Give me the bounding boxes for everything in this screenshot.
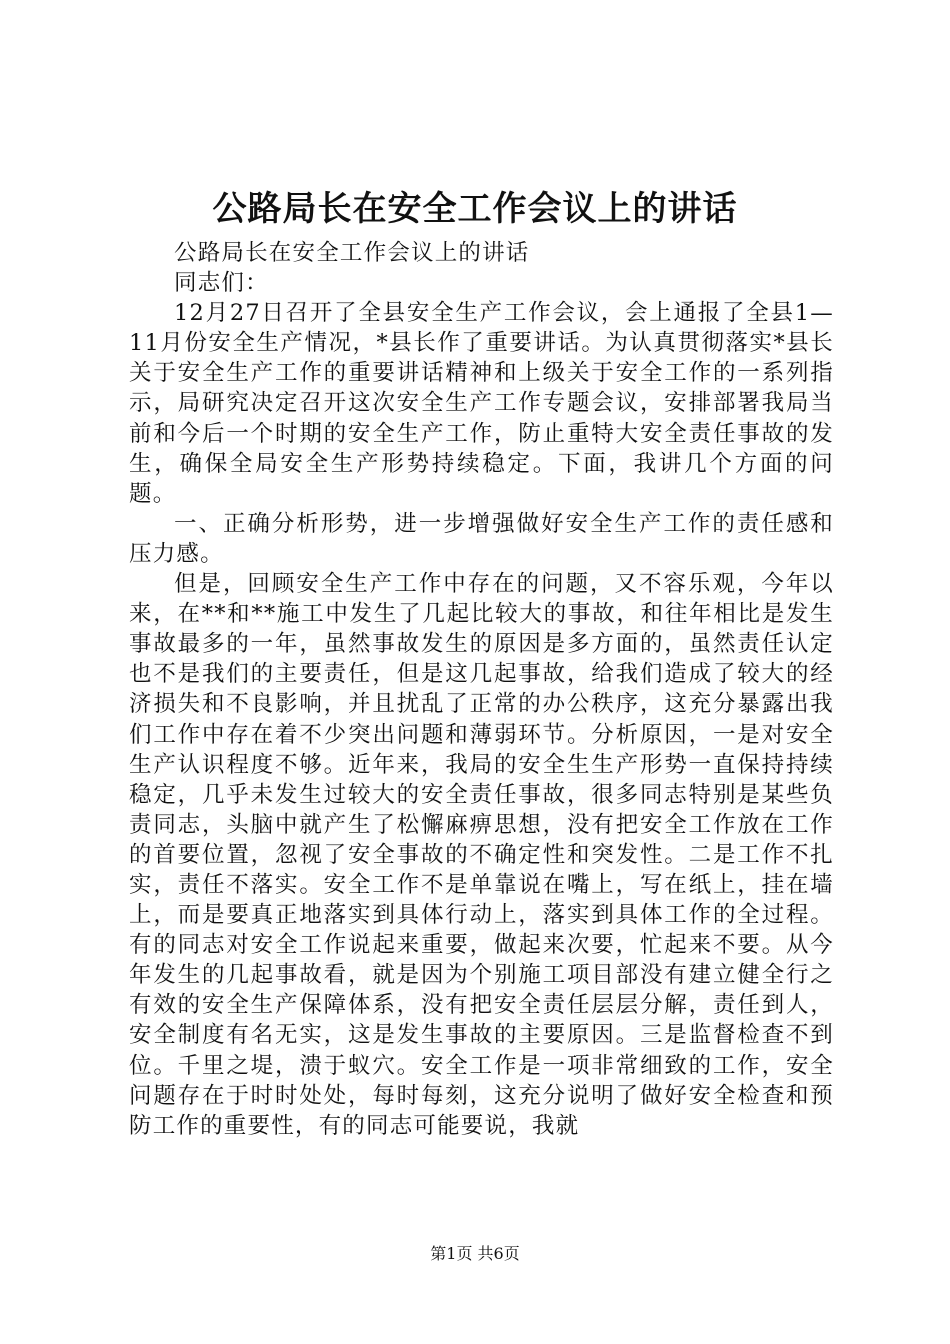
document-body: [129, 238, 834, 1141]
document-title: 公路局长在安全工作会议上的讲话: [212, 189, 738, 229]
paragraph-analysis: 但是，回顾安全生产工作中存在的问题，又不容乐观，今年以来，在**和**施工中发生了几起比较大的事故，和往年相比是发生事故最多的一年，虽然事故发生的原因是多方面的，虽然责任认定也不是我们的主要责任，但是这几起事故，给我们造成了较大的经济损失和不良影响，并且扰乱了正常的办公秩序，这充分暴露出我们工作中存在着不少突出问题和薄弱环节。分析原因，一是对安全生产认识程度不够。近年来，我局的安全生生产形势一直保持持续稳定，几乎未发生过较大的安全责任事故，很多同志特别是某些负责同志，头脑中就产生了松懈麻痹思想，没有把安全工作放在工作的首要位置，忽视了安全事故的不确定性和突发性。二是工作不扎实，责任不落实。安全工作不是单靠说在嘴上，写在纸上，挂在墙上，而是要真正地落实到具体行动上，落实到具体工作的全过程。有的同志对安全工作说起来重要，做起来次要，忙起来不要。从今年发生的几起事故看，就是因为个别施工项目部没有建立健全行之有效的安全生产保障体系，没有把安全责任层层分解，责任到人，安全制度有名无实，这是发生事故的主要原因。三是监督检查不到位。千里之堤，溃于蚁穴。安全工作是一项非常细致的工作，安全问题存在于时时处处，每时每刻，这充分说明了做好安全检查和预防工作的重要性，有的同志可能要说，我就: [129, 571, 834, 1139]
paragraph-subtitle: 公路局长在安全工作会议上的讲话: [174, 240, 530, 266]
paragraph-section-heading: 一、正确分析形势，进一步增强做好安全生产工作的责任感和压力感。: [129, 510, 834, 567]
paragraph-salutation: 同志们：: [174, 270, 269, 297]
paragraph-intro: 12月27日召开了全县安全生产工作会议，会上通报了全县1—11月份安全生产情况，*县长作了重要讲话。为认真贯彻落实*县长关于安全生产工作的重要讲话精神和上级关于安全工作的一系列指示，局研究决定召开这次安全生产工作专题会议，安排部署我局当前和今后一个时期的安全生产工作，防止重特大安全责任事故的发生，确保全局安全生产形势持续稳定。下面，我讲几个方面的问题。: [129, 300, 834, 507]
page-footer: 第1页 共6页: [430, 1244, 520, 1263]
